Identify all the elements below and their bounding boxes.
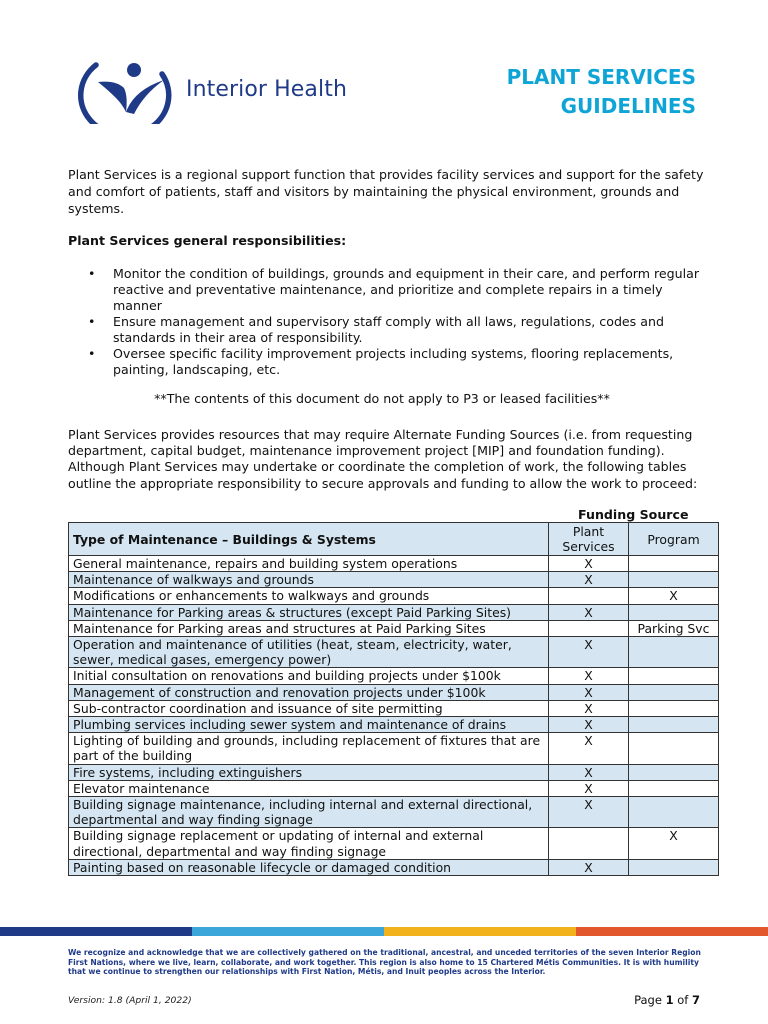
plant-cell: X (549, 780, 629, 796)
table-row (69, 620, 719, 636)
rule-segment (192, 927, 384, 936)
program-cell (629, 604, 719, 620)
funding-paragraph: Plant Services provides resources that may require Alternate Funding Sources (i.e. from requesting department, capital budget, maintenance improvement project [MIP] and foundation funding). Although Plant Services may undertake or coordinate the completion of work, the following tables outline the appropriate responsibility to secure approvals and funding to allow the work to proceed: (68, 427, 698, 491)
responsibilities-list (68, 266, 708, 378)
task-cell: Building signage replacement or updating of internal and external directional, departmental and way finding signage (69, 828, 549, 859)
maintenance-table (68, 522, 719, 876)
plant-cell: X (549, 733, 629, 764)
document-title (507, 63, 696, 121)
table-row (69, 572, 719, 588)
plant-cell: X (549, 797, 629, 828)
page-number (634, 993, 700, 1007)
program-cell (629, 556, 719, 572)
task-cell: Lighting of building and grounds, including replacement of fixtures that are part of the building (69, 733, 549, 764)
interior-health-logo (76, 60, 376, 124)
task-cell: Maintenance for Parking areas and structures at Paid Parking Sites (69, 620, 549, 636)
table-row (69, 588, 719, 604)
exclusion-notice-text: **The contents of this document do not apply to P3 or leased facilities** (154, 391, 610, 406)
rule-segment (576, 927, 768, 936)
table-row (69, 828, 719, 859)
table-row (69, 668, 719, 684)
task-cell: Sub-contractor coordination and issuance of site permitting (69, 700, 549, 716)
task-cell: Modifications or enhancements to walkways and grounds (69, 588, 549, 604)
table-row (69, 556, 719, 572)
plant-cell: X (549, 572, 629, 588)
intro-paragraph: Plant Services is a regional support function that provides facility services and support for the safety and comfort of patients, staff and visitors by maintaining the physical environment, grounds and systems. (68, 167, 704, 216)
plant-cell: X (549, 700, 629, 716)
task-cell: Plumbing services including sewer system and maintenance of drains (69, 717, 549, 733)
plant-cell: X (549, 556, 629, 572)
program-cell (629, 780, 719, 796)
header-program: Program (629, 523, 719, 556)
title-line-1: PLANT SERVICES (506, 65, 696, 89)
table-row (69, 700, 719, 716)
plant-cell (549, 828, 629, 859)
page-of: of (677, 993, 689, 1007)
list-item: • Ensure management and supervisory staff comply with all laws, regulations, codes and standards in their area of responsibility. (68, 314, 708, 346)
plant-cell: X (549, 764, 629, 780)
program-cell: Parking Svc (629, 620, 719, 636)
program-cell: X (629, 588, 719, 604)
task-cell: Painting based on reasonable lifecycle or damaged condition (69, 859, 549, 875)
plant-cell: X (549, 717, 629, 733)
task-cell: Building signage maintenance, including internal and external directional, departmental and way finding signage (69, 797, 549, 828)
program-cell (629, 717, 719, 733)
plant-cell (549, 588, 629, 604)
brand-name: Interior Health (186, 77, 347, 102)
program-cell: X (629, 828, 719, 859)
rule-segment (384, 927, 576, 936)
program-cell (629, 684, 719, 700)
table-row (69, 637, 719, 668)
plant-cell: X (549, 668, 629, 684)
land-acknowledgement: We recognize and acknowledge that we are collectively gathered on the traditional, ancestral, and unceded territories of the seven Interior Region First Nations, where we live, learn, collaborate, and work together. This region is also home to 15 Chartered Métis Communities. It is with humility that we continue to strengthen our relationships with First Nation, Métis, and Inuit peoples across the Interior. (68, 948, 701, 977)
program-cell (629, 859, 719, 875)
funding-source-label: Funding Source (578, 507, 689, 522)
task-cell: Management of construction and renovation projects under $100k (69, 684, 549, 700)
table-row (69, 684, 719, 700)
program-cell (629, 797, 719, 828)
rule-segment (0, 927, 192, 936)
task-cell: Operation and maintenance of utilities (heat, steam, electricity, water, sewer, medical gases, emergency power) (69, 637, 549, 668)
page-current: 1 (665, 993, 674, 1007)
table-header-row (69, 523, 719, 556)
task-cell: Maintenance for Parking areas & structures (except Paid Parking Sites) (69, 604, 549, 620)
footer-color-rule (0, 927, 768, 936)
header-plant-services: Plant Services (549, 523, 629, 556)
table-row (69, 797, 719, 828)
plant-cell (549, 620, 629, 636)
plant-cell: X (549, 604, 629, 620)
task-cell: General maintenance, repairs and building system operations (69, 556, 549, 572)
table-row (69, 859, 719, 875)
plant-cell: X (549, 684, 629, 700)
program-cell (629, 733, 719, 764)
responsibilities-heading: Plant Services general responsibilities: (68, 233, 347, 248)
page-word: Page (634, 993, 662, 1007)
program-cell (629, 637, 719, 668)
list-item: • Monitor the condition of buildings, grounds and equipment in their care, and perform regular reactive and preventative maintenance, and prioritize and complete repairs in a timely manner (68, 266, 708, 314)
task-cell: Maintenance of walkways and grounds (69, 572, 549, 588)
version-label: Version: 1.8 (April 1, 2022) (68, 995, 192, 1006)
table-row (69, 604, 719, 620)
task-cell: Initial consultation on renovations and building projects under $100k (69, 668, 549, 684)
program-cell (629, 572, 719, 588)
task-cell: Fire systems, including extinguishers (69, 764, 549, 780)
table-row (69, 780, 719, 796)
table-row (69, 717, 719, 733)
exclusion-notice (0, 391, 768, 406)
title-line-2: GUIDELINES (560, 94, 696, 118)
program-cell (629, 700, 719, 716)
task-cell: Elevator maintenance (69, 780, 549, 796)
program-cell (629, 764, 719, 780)
program-cell (629, 668, 719, 684)
header-type-of-maintenance: Type of Maintenance – Buildings & Systems (69, 523, 549, 556)
page-total: 7 (691, 993, 700, 1007)
table-row (69, 733, 719, 764)
plant-cell: X (549, 637, 629, 668)
table-row (69, 764, 719, 780)
plant-cell: X (549, 859, 629, 875)
list-item: • Oversee specific facility improvement projects including systems, flooring replacements, painting, landscaping, etc. (68, 346, 708, 378)
logo-mark-icon (76, 60, 180, 124)
